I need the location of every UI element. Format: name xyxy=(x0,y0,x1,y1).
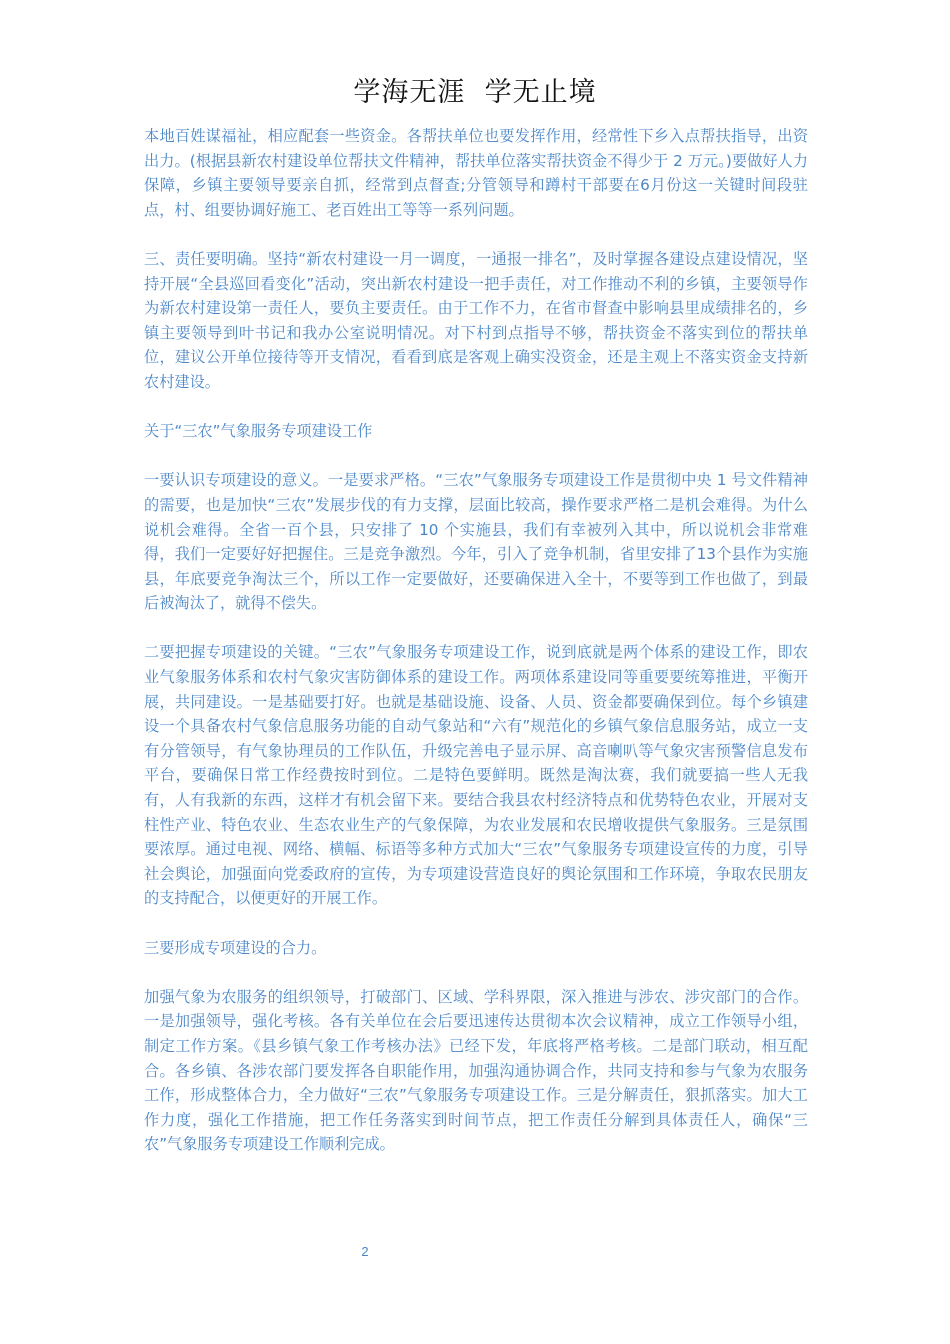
page-number: 2 xyxy=(361,1244,369,1259)
section-heading-weather-service: 关于“三农”气象服务专项建设工作 xyxy=(144,422,373,441)
document-body xyxy=(144,124,808,1157)
paragraph-responsibility: 三、责任要明确。坚持“新农村建设一月一调度，一通报一排名”，及时掌握各建设点建设情况，坚持开展“全县巡回看变化”活动，突出新农村建设一把手责任，对工作推动不利的乡镇，主要领导作为新农村建设第一责任人，要负主要责任。由于工作不力，在省市督查中影响县里成绩排名的，乡镇主要领导到叶书记和我办公室说明情况。对下村到点指导不够，帮扶资金不落实到位的帮扶单位，建议公开单位接待等开支情况，看看到底是客观上确实没资金，还是主观上不落实资金支持新农村建设。 xyxy=(144,249,808,391)
paragraph-key-points: 二要把握专项建设的关键。“三农”气象服务专项建设工作，说到底就是两个体系的建设工作，即农业气象服务体系和农村气象灾害防御体系的建设工作。两项体系建设同等重要要统筹推进，平衡开展，共同建设。一是基础要打好。也就是基础设施、设备、人员、资金都要确保到位。每个乡镇建设一个具备农村气象信息服务功能的自动气象站和“六有”规范化的乡镇气象信息服务站，成立一支有分管领导，有气象协理员的工作队伍，升级完善电子显示屏、高音喇叭等气象灾害预警信息发布平台，要确保日常工作经费按时到位。二是特色要鲜明。既然是淘汰赛，我们就要搞一些人无我有，人有我新的东西，这样才有机会留下来。要结合我县农村经济特点和优势特色农业，开展对支柱性产业、特色农业、生态农业生产的气象保障，为农业发展和农民增收提供气象服务。三是氛围要浓厚。通过电视、网络、横幅、标语等多种方式加大“三农”气象服务专项建设宣传的力度，引导社会舆论，加强面向党委政府的宣传，为专项建设营造良好的舆论氛围和工作环境，争取农民朋友的支持配合，以便更好的开展工作。 xyxy=(144,643,808,908)
paragraph-significance: 一要认识专项建设的意义。一是要求严格。“三农”气象服务专项建设工作是贯彻中央 1 号文件精神的需要，也是加快“三农”发展步伐的有力支撑，层面比较高，操作要求严格二是机会难得。为什么说机会难得。全省一百个县，只安排了 10 个实施县，我们有幸被列入其中，所以说机会非常难得，我们一定要好好把握住。三是竞争激烈。今年，引入了竞争机制，省里安排了13个县作为实施县，年底要竞争淘汰三个，所以工作一定要做好，还要确保进入全十，不要等到工作也做了，到最后被淘汰了，就得不偿失。 xyxy=(144,471,808,613)
page-header-title: 学海无涯 学无止境 xyxy=(353,77,597,108)
paragraph-funding-support: 本地百姓谋福祉，相应配套一些资金。各帮扶单位也要发挥作用，经常性下乡入点帮扶指导，出资出力。(根据县新农村建设单位帮扶文件精神，帮扶单位落实帮扶资金不得少于 2 万元。)要做好人力保障，乡镇主要领导要亲自抓，经常到点督查;分管领导和蹲村干部要在6月份这一关键时间段驻点，村、组要协调好施工、老百姓出工等等一系列问题。 xyxy=(144,127,808,219)
paragraph-organization: 加强气象为农服务的组织领导，打破部门、区域、学科界限，深入推进与涉农、涉灾部门的合作。一是加强领导，强化考核。各有关单位在会后要迅速传达贯彻本次会议精神，成立工作领导小组，制定工作方案。《县乡镇气象工作考核办法》已经下发，年底将严格考核。二是部门联动，相互配合。各乡镇、各涉农部门要发挥各自职能作用，加强沟通协调合作，共同支持和参与气象为农服务工作，形成整体合力，全力做好“三农”气象服务专项建设工作。三是分解责任，狠抓落实。加大工作力度，强化工作措施，把工作任务落实到时间节点，把工作责任分解到具体责任人，确保“三农”气象服务专项建设工作顺利完成。 xyxy=(144,987,808,1154)
paragraph-joint-effort-heading: 三要形成专项建设的合力。 xyxy=(144,938,327,957)
